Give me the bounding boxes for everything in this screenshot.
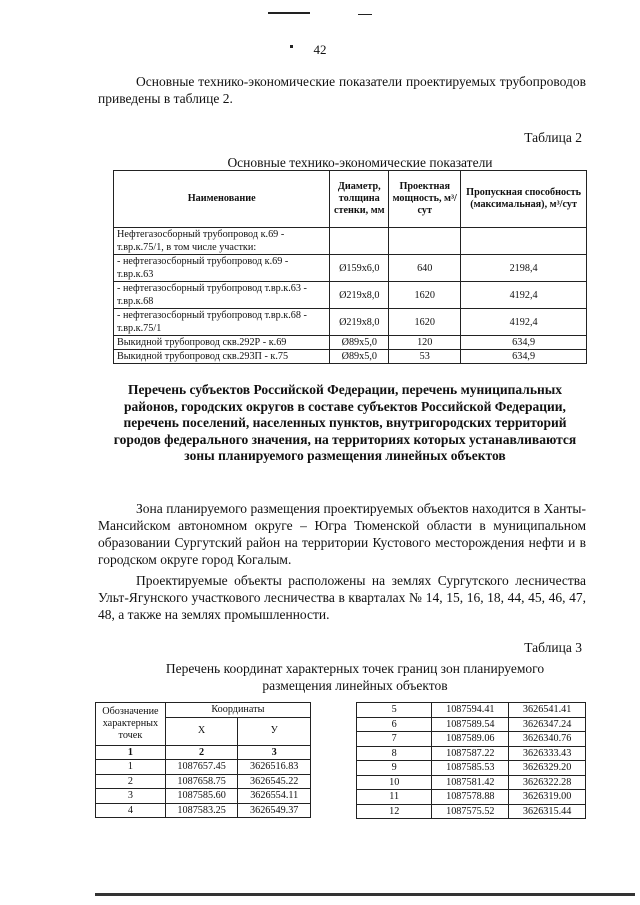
table3-cell-point: 10 — [357, 775, 432, 790]
table3-left-body — [96, 760, 311, 818]
table2-cell-diameter: Ø219х8,0 — [330, 282, 389, 309]
table2-cell-capacity: 640 — [389, 255, 461, 282]
table3-header-coords: Координаты — [165, 703, 310, 718]
table3-cell-y: 3626541.41 — [509, 703, 586, 718]
table2-header-name: Наименование — [114, 171, 330, 228]
table3-header-y: У — [238, 717, 311, 745]
table3-label: Таблица 3 — [524, 640, 582, 655]
table3-row — [357, 717, 586, 732]
table3-header-x: X — [165, 717, 238, 745]
table3-cell-y: 3626549.37 — [238, 803, 311, 818]
table3-row — [96, 760, 311, 775]
table3-cell-point: 12 — [357, 804, 432, 819]
table2-cell-name: - нефтегазосборный трубопровод т.вр.к.63 - т.вр.к.68 — [114, 282, 330, 309]
table3-cell-point: 8 — [357, 746, 432, 761]
table2-header-diameter: Диаметр, толщина стенки, мм — [330, 171, 389, 228]
table2-cell-diameter: Ø89х5,0 — [330, 350, 389, 364]
table3-caption-line1: Перечень координат характерных точек границ зон планируемого — [165, 661, 545, 676]
table2-cell-diameter — [330, 228, 389, 255]
table3-right-body — [357, 703, 586, 819]
table2-row — [114, 228, 587, 255]
scan-artifact — [268, 12, 310, 14]
table2-row — [114, 282, 587, 309]
table3-row — [357, 703, 586, 718]
table3-cell-y: 3626333.43 — [509, 746, 586, 761]
table2-header-capacity: Проектная мощность, м³/сут — [389, 171, 461, 228]
table3-row — [96, 789, 311, 804]
table2-header-row — [114, 171, 587, 228]
table2-row — [114, 255, 587, 282]
table3-cell-x: 1087657.45 — [165, 760, 238, 775]
table2-row — [114, 336, 587, 350]
table2-cell-capacity: 53 — [389, 350, 461, 364]
table3-cell-x: 1087587.22 — [432, 746, 509, 761]
table2-cell-capacity — [389, 228, 461, 255]
table3-cell-point: 11 — [357, 790, 432, 805]
table2-cell-diameter: Ø89х5,0 — [330, 336, 389, 350]
table2-cell-diameter: Ø219х8,0 — [330, 309, 389, 336]
table2-row — [114, 309, 587, 336]
table3-cell-point: 7 — [357, 732, 432, 747]
table3-cell-y: 3626347.24 — [509, 717, 586, 732]
table2-cell-diameter: Ø159х6,0 — [330, 255, 389, 282]
table3-cell-y: 3626516.83 — [238, 760, 311, 775]
table3-cell-point: 1 — [96, 760, 166, 775]
table3-colnum-2: 2 — [165, 745, 238, 760]
table3-cell-y: 3626315.44 — [509, 804, 586, 819]
table2-row — [114, 350, 587, 364]
table2-cell-name: Выкидной трубопровод скв.293П - к.75 — [114, 350, 330, 364]
table2-cell-name: - нефтегазосборный трубопровод т.вр.к.68 - т.вр.к.75/1 — [114, 309, 330, 336]
page-number: 42 — [313, 42, 327, 57]
table3-cell-x: 1087581.42 — [432, 775, 509, 790]
table3-cell-x: 1087585.53 — [432, 761, 509, 776]
table2-header-throughput: Пропускная способность (максимальная), м³/сут — [461, 171, 587, 228]
table2-cell-throughput — [461, 228, 587, 255]
section-heading: Перечень субъектов Российской Федерации, перечень муниципальных районов, городских округов в составе субъектов Российской Федерации, перечень поселений, населенных пунктов, внутригородских территорий городов федерального значения, на территориях которых устанавливаются зоны планируемого размещения линейных объектов — [113, 382, 577, 463]
table2-cell-capacity: 120 — [389, 336, 461, 350]
table3-cell-point: 4 — [96, 803, 166, 818]
table2-caption: Основные технико-экономические показатели — [227, 155, 493, 170]
table3-cell-y: 3626554.11 — [238, 789, 311, 804]
table3-cell-y: 3626340.76 — [509, 732, 586, 747]
intro-paragraph: Основные технико-экономические показатели проектируемых трубопроводов приведены в таблице 2. — [98, 74, 586, 106]
table3-cell-point: 2 — [96, 774, 166, 789]
table2-cell-capacity: 1620 — [389, 282, 461, 309]
table3-caption-line2: размещения линейных объектов — [262, 678, 448, 693]
table3-cell-y: 3626319.00 — [509, 790, 586, 805]
table3-row — [96, 774, 311, 789]
table3-cell-x: 1087575.52 — [432, 804, 509, 819]
table2-cell-name: Выкидной трубопровод скв.292Р - к.69 — [114, 336, 330, 350]
zone-paragraph: Зона планируемого размещения проектируемых объектов находится в Ханты-Мансийском автономном округе – Югра Тюменской области в муниципальном образовании Сургутский район на территории Кустового месторождения нефти и в городском округе город Когалым. — [98, 501, 586, 567]
table2-cell-throughput: 634,9 — [461, 350, 587, 364]
table3-left — [95, 702, 311, 818]
table3-cell-x: 1087578.88 — [432, 790, 509, 805]
scan-artifact — [358, 14, 372, 15]
table3-cell-x: 1087585.60 — [165, 789, 238, 804]
objects-paragraph: Проектируемые объекты расположены на землях Сургутского лесничества Ульт-Ягунского участкового лесничества в кварталах № 14, 15, 16, 18, 44, 45, 46, 47, 48, а также на землях промышленности. — [98, 573, 586, 622]
table3-cell-x: 1087583.25 — [165, 803, 238, 818]
table3-cell-point: 6 — [357, 717, 432, 732]
table2-cell-throughput: 2198,4 — [461, 255, 587, 282]
table2-cell-name: - нефтегазосборный трубопровод к.69 - т.вр.к.63 — [114, 255, 330, 282]
table3-cell-x: 1087594.41 — [432, 703, 509, 718]
table2-cell-throughput: 4192,4 — [461, 282, 587, 309]
table3-cell-y: 3626545.22 — [238, 774, 311, 789]
table3-row — [357, 804, 586, 819]
table3-row — [357, 790, 586, 805]
table3-colnum-1: 1 — [96, 745, 166, 760]
table3-cell-x: 1087658.75 — [165, 774, 238, 789]
table3-cell-x: 1087589.54 — [432, 717, 509, 732]
table3-row — [357, 775, 586, 790]
table3-header-point: Обозначение характерных точек — [96, 703, 166, 746]
table3-row — [357, 746, 586, 761]
table3-row — [357, 761, 586, 776]
table3-caption — [120, 660, 590, 694]
table2-cell-throughput: 634,9 — [461, 336, 587, 350]
table2-cell-throughput: 4192,4 — [461, 309, 587, 336]
table2-body — [114, 228, 587, 364]
table3-row — [357, 732, 586, 747]
bottom-border-line — [95, 893, 635, 896]
table3-cell-x: 1087589.06 — [432, 732, 509, 747]
table2-label: Таблица 2 — [524, 130, 582, 145]
table3-cell-y: 3626329.20 — [509, 761, 586, 776]
table2-cell-capacity: 1620 — [389, 309, 461, 336]
table3-right — [356, 702, 586, 819]
table3-cell-point: 5 — [357, 703, 432, 718]
table2-cell-name: Нефтегазосборный трубопровод к.69 - т.вр.к.75/1, в том числе участки: — [114, 228, 330, 255]
table3-cell-y: 3626322.28 — [509, 775, 586, 790]
table2 — [113, 170, 587, 364]
table3-colnum-3: 3 — [238, 745, 311, 760]
table3-cell-point: 9 — [357, 761, 432, 776]
table3-cell-point: 3 — [96, 789, 166, 804]
table3-row — [96, 803, 311, 818]
